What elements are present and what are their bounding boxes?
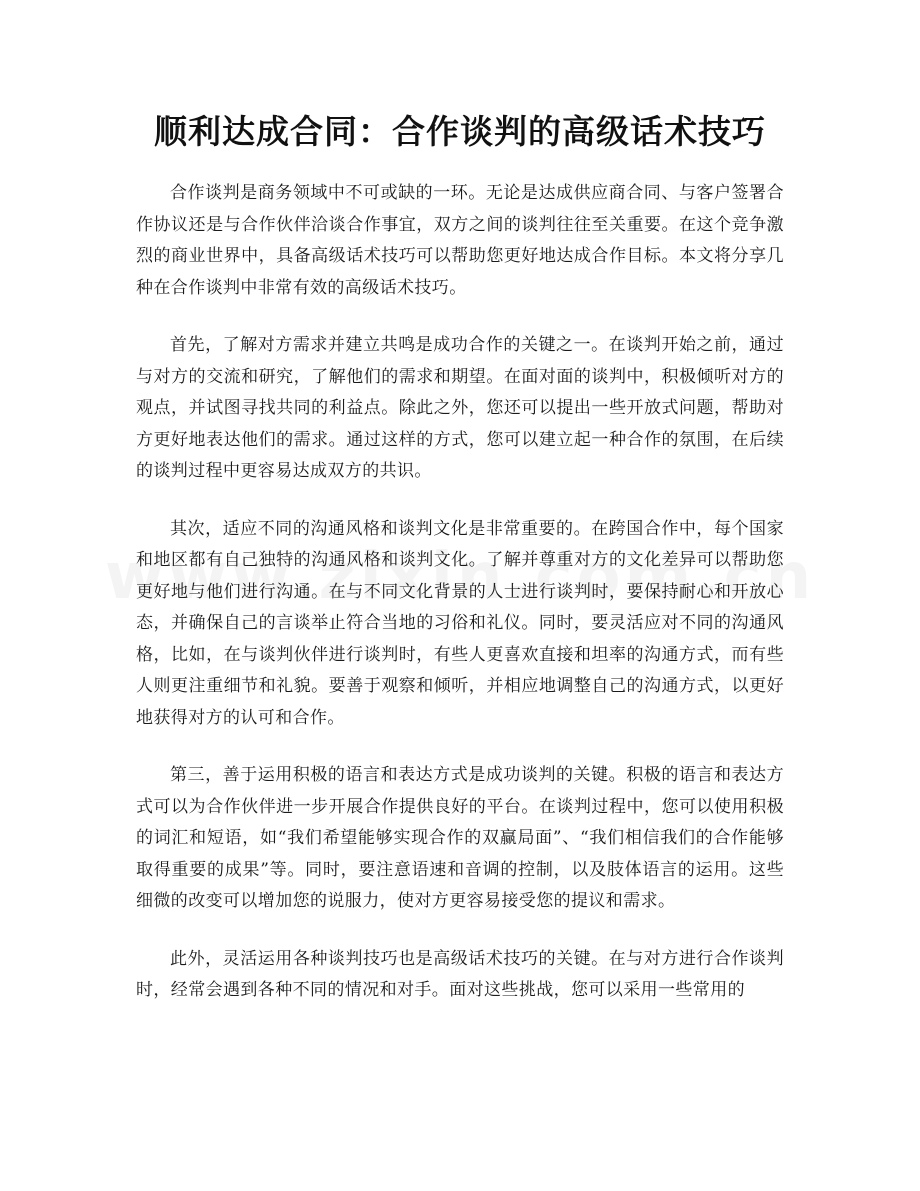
- paragraph-additional: 此外，灵活运用各种谈判技巧也是高级话术技巧的关键。在与对方进行合作谈判时，经常会遇到各种不同的情况和对手。面对这些挑战，您可以采用一些常用的: [136, 948, 784, 1000]
- document-title: 顺利达成合同：合作谈判的高级话术技巧: [154, 112, 766, 151]
- paragraph-intro: 合作谈判是商务领域中不可或缺的一环。无论是达成供应商合同、与客户签署合作协议还是与合作伙伴洽谈合作事宜，双方之间的谈判往往至关重要。在这个竞争激烈的商业世界中，具备高级话术技巧可以帮助您更好地达成合作目标。本文将分享几种在合作谈判中非常有效的高级话术技巧。: [136, 183, 784, 298]
- paragraph-first: 首先，了解对方需求并建立共鸣是成功合作的关键之一。在谈判开始之前，通过与对方的交流和研究，了解他们的需求和期望。在面对面的谈判中，积极倾听对方的观点，并试图寻找共同的利益点。除此之外，您还可以提出一些开放式问题，帮助对方更好地表达他们的需求。通过这样的方式，您可以建立起一种合作的氛围，在后续的谈判过程中更容易达成双方的共识。: [136, 335, 784, 481]
- paragraph-second: 其次，适应不同的沟通风格和谈判文化是非常重要的。在跨国合作中，每个国家和地区都有自己独特的沟通风格和谈判文化。了解并尊重对方的文化差异可以帮助您更好地与他们进行沟通。在与不同文化背景的人士进行谈判时，要保持耐心和开放心态，并确保自己的言谈举止符合当地的习俗和礼仪。同时，要灵活应对不同的沟通风格，比如，在与谈判伙伴进行谈判时，有些人更喜欢直接和坦率的沟通方式，而有些人则更注重细节和礼貌。要善于观察和倾听，并相应地调整自己的沟通方式，以更好地获得对方的认可和合作。: [136, 518, 784, 728]
- document-body: [136, 178, 784, 1033]
- paragraph-third: 第三，善于运用积极的语言和表达方式是成功谈判的关键。积极的语言和表达方式可以为合作伙伴进一步开展合作提供良好的平台。在谈判过程中，您可以使用积极的词汇和短语，如“我们希望能够实现合作的双赢局面”、“我们相信我们的合作能够取得重要的成果”等。同时，要注意语速和音调的控制，以及肢体语言的运用。这些细微的改变可以增加您的说服力，使对方更容易接受您的提议和需求。: [136, 765, 784, 911]
